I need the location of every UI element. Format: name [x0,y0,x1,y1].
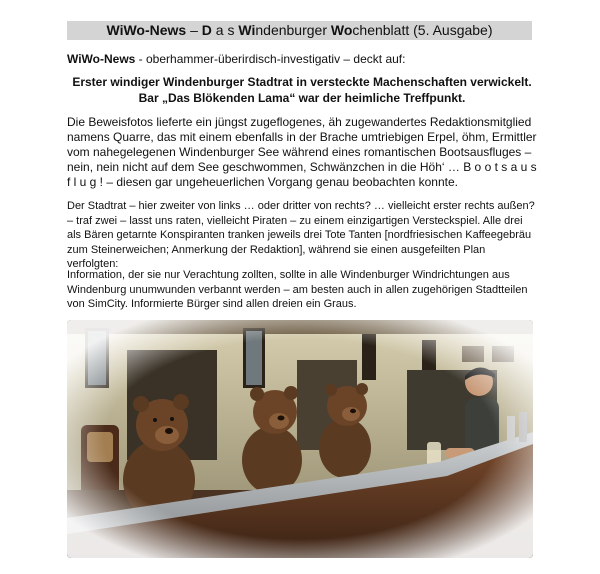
intro-text: - oberhammer-überirdisch-investigativ – deckt auf: [135,52,406,66]
intro-line [67,52,537,67]
masthead-chenblatt: chenblatt (5. Ausgabe) [352,22,493,38]
masthead-brand: WiWo-News [106,22,187,38]
masthead-wo: Wo [330,22,353,38]
article-paragraph-2: Der Stadtrat – hier zweiter von links … oder dritter von rechts? … vielleicht erster rechts außen? – traf zwei – lasst uns raten, vielleicht Piraten – zu einem einzigartigen Versteckspiel. Alle drei als Bären getarnte Konspiranten tranken jeweils drei Tote Tanten [nordfriesischen Kaffeegebräu zum Steinerweichen; Anmerkung der Redaktion], während sie einen ausgefeilten Plan verfolgten: [67,200,535,270]
headline-line-2: Bar „Das Blökenden Lama“ war der heimliche Treffpunkt. [138,91,466,105]
intro-brand: WiWo-News [67,52,136,66]
article-headline [67,74,537,106]
masthead-ndenburger: ndenburger [255,22,331,38]
evidence-photo [67,320,533,558]
masthead-wi: Wi [238,22,256,38]
masthead-banner [67,21,532,40]
article-paragraph-1: Die Beweisfotos lieferte ein jüngst zugeflogenes, äh zugewandertes Redaktionsmitglied namens Quarre, das mit einem ebenfalls in der Brache umtriebigen Erpel, öhm, Ermittler vom nahegelegenen Windenburger See während eines romantischen Bootsausfluges – nein, nein nicht auf dem See geschwommen, Schwänzchen in die Höh‘ … B o o t s a u s f l u g ! – diesen gar ungeheuerlichen Vorgang genau beobachten konnte. [67,115,537,189]
headline-line-1: Erster windiger Windenburger Stadtrat in versteckte Machenschaften verwickelt. [72,75,532,89]
masthead-spaced: a s [211,22,239,38]
article-paragraph-3: Information, der sie nur Verachtung zollten, sollte in alle Windenburger Windrichtungen aus Windenburg unumwunden verbannt werden – am besten auch in allen zugehörigen Stadtteilen von SimCity. Informierte Bürger sind allen dreien ein Graus. [67,269,528,310]
masthead-d: D [201,22,212,38]
masthead-dash: – [186,22,202,38]
